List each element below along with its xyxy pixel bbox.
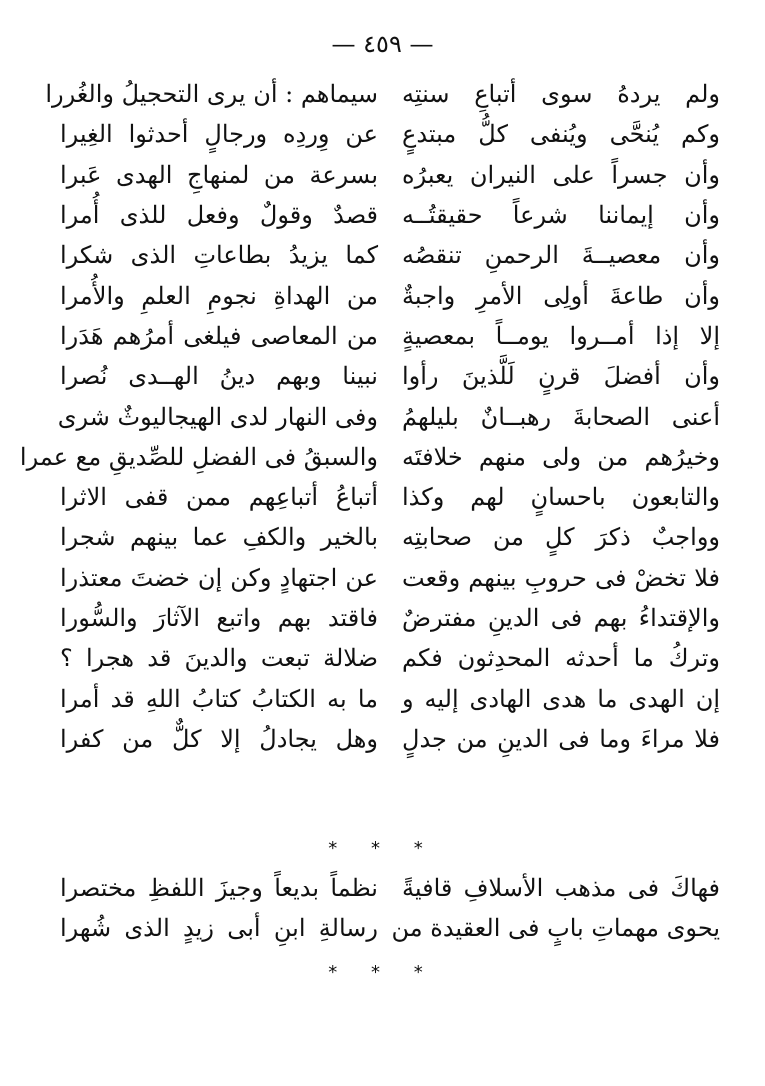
second-hemistich: نبينا وبهم دينُ الهــدى نُصرا: [60, 362, 378, 391]
first-hemistich: وأن جسراً على النيران يعبرُه: [402, 160, 720, 189]
second-hemistich: والسبقُ فى الفضلِ للصِّديقِ مع عمرا: [19, 442, 378, 471]
second-hemistich: من المعاصى فيلغى أمرُهم هَدَرا: [60, 321, 378, 350]
verse: [60, 868, 720, 908]
first-hemistich: فهاكَ فى مذهب الأسلافِ قافيةً: [402, 874, 720, 903]
second-hemistich: أتباعُ أتباعِهم ممن قفى الاثرا: [60, 483, 378, 512]
first-hemistich: وأن إيماننا شرعاً حقيقتُــه: [402, 201, 720, 230]
verse: [60, 638, 720, 678]
verse: [60, 517, 720, 557]
first-hemistich: وتركُ ما أحدثه المحدِثون فكم: [402, 644, 720, 673]
first-hemistich: وأن معصيــةَ الرحمنِ تنقصُه: [402, 241, 720, 270]
second-hemistich: قصدٌ وقولٌ وفعل للذى أُمرا: [60, 201, 378, 230]
verse: [60, 235, 720, 275]
verse: [19, 437, 720, 477]
first-hemistich: وأن أفضلَ قرنٍ لَلَّذينَ رأوا: [402, 362, 720, 391]
section-separator: * * *: [328, 962, 437, 983]
verse: [45, 74, 720, 114]
first-hemistich: إلا إذا أمــروا يومــاً بمعصيةٍ: [402, 321, 720, 350]
verse: [60, 558, 720, 598]
first-hemistich: والإقتداءُ بهم فى الدينِ مفترضٌ: [402, 604, 720, 632]
second-hemistich: كما يزيدُ بطاعاتِ الذى شكرا: [60, 241, 378, 270]
first-hemistich: وخيرُهم من ولى منهم خلافتَه: [402, 442, 720, 471]
verse: [60, 114, 720, 154]
second-hemistich: فاقتد بهم واتبع الآثارَ والسُّورا: [60, 604, 378, 632]
verse: [60, 477, 720, 517]
verse: [60, 678, 720, 718]
verse: [60, 195, 720, 235]
first-hemistich: فلا مراءَ وما فى الدينِ من جدلٍ: [402, 724, 720, 753]
first-hemistich: وأن طاعةَ أولِى الأمرِ واجبةٌ: [402, 281, 720, 310]
poem-main: [19, 74, 720, 759]
second-hemistich: نظماً بديعاً وجيزَ اللفظِ مختصرا: [60, 874, 378, 903]
second-hemistich: عن وِردِه ورجالٍ أحدثوا الغِيرا: [60, 120, 378, 149]
second-hemistich: وهل يجادلُ إلا كلٌّ من كفرا: [60, 724, 378, 753]
verse: [60, 275, 720, 315]
verse: [60, 719, 720, 759]
verse: [60, 356, 720, 396]
second-hemistich: بسرعة من لمنهاجِ الهدى عَبرا: [60, 160, 378, 189]
second-hemistich: بالخير والكفِ عما بينهم شجرا: [60, 523, 378, 552]
verse: [60, 155, 720, 195]
first-hemistich: وواجبٌ ذكرَ كلٍ من صحابتِه: [402, 523, 720, 552]
first-hemistich: وكم يُنحَّى ويُنفى كلُّ مبتدعٍ: [402, 120, 720, 149]
first-hemistich: يحوى مهماتِ بابٍ فى العقيدة من: [391, 914, 720, 943]
poem-closing: [60, 868, 720, 949]
second-hemistich: ما به الكتابُ كتابُ اللهِ قد أمرا: [60, 684, 378, 713]
second-hemistich: من الهداةِ نجومِ العلمِ والأُمرا: [60, 281, 378, 310]
verse: [60, 908, 720, 948]
first-hemistich: فلا تخضْ فى حروبِ بينهم وقعت: [402, 563, 720, 592]
verse: [60, 598, 720, 638]
section-separator: * * *: [328, 838, 437, 859]
page-number: — ٤٥٩ —: [331, 30, 434, 58]
first-hemistich: أعنى الصحابةَ رهبــانٌ بليلهمُ: [402, 402, 720, 431]
first-hemistich: والتابعون باحسانٍ لهم وكذا: [402, 483, 720, 512]
second-hemistich: رسالةِ ابنِ أبى زيدٍ الذى شُهرا: [60, 914, 378, 943]
second-hemistich: ضلالة تبعت والدينَ قد هجرا ؟: [60, 644, 378, 673]
verse: [57, 396, 720, 436]
second-hemistich: عن اجتهادٍ وكن إن خضتَ معتذرا: [60, 563, 378, 592]
first-hemistich: إن الهدى ما هدى الهادى إليه و: [402, 684, 720, 713]
first-hemistich: ولم يردهُ سوى أتباعِ سنتِه: [402, 80, 720, 109]
second-hemistich: وفى النهار لدى الهيجاليوثٌ شرى: [57, 402, 378, 431]
verse: [60, 316, 720, 356]
second-hemistich: سيماهم : أن يرى التحجيلُ والغُررا: [45, 80, 378, 109]
